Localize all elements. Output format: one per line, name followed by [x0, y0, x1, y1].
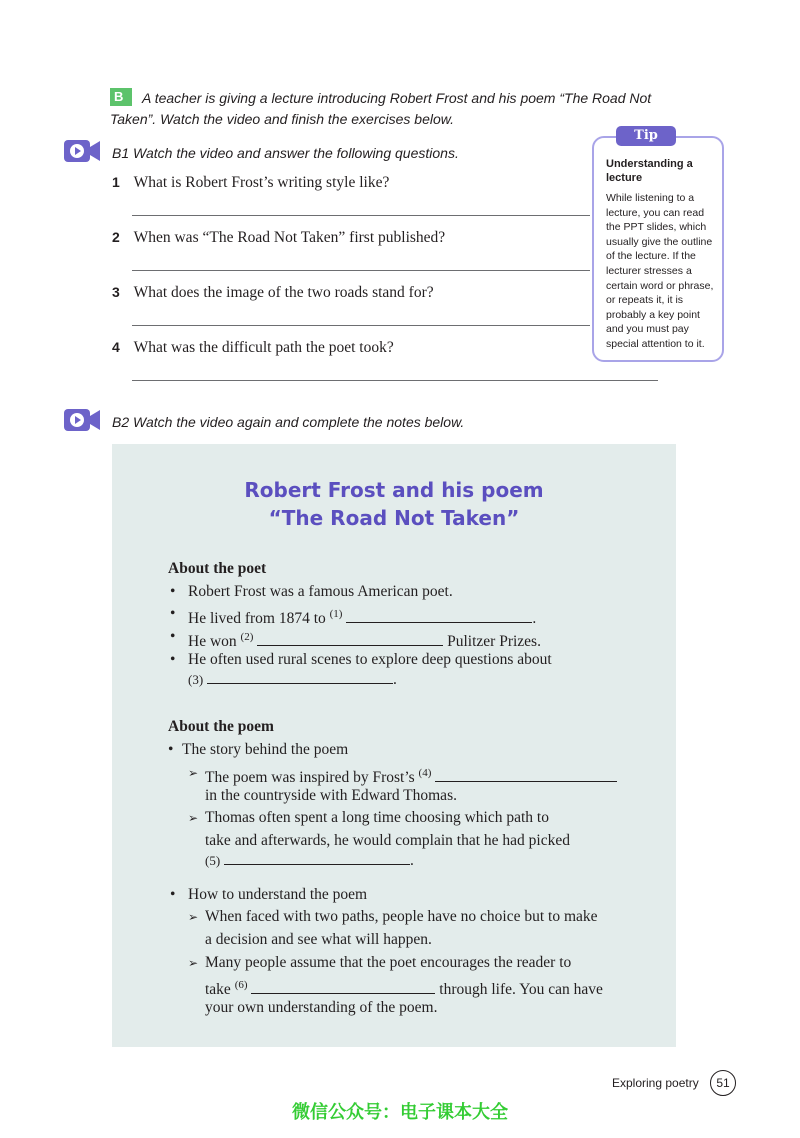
bullet-dot: •	[170, 886, 176, 903]
blank-4-label: (4)	[418, 767, 432, 779]
poet-bullet-2-text: He lived from 1874 to	[188, 610, 326, 628]
question-4-text: What was the difficult path the poet took?	[133, 339, 394, 356]
understand-sub-2: Many people assume that the poet encourages the reader to	[205, 954, 572, 971]
understand-sub-2-pre: take	[205, 981, 231, 999]
footer-section-title: Exploring poetry	[612, 1076, 699, 1090]
blank-6-label: (6)	[234, 979, 248, 991]
blank-1[interactable]	[346, 608, 532, 623]
watermark: 微信公众号：电子课本大全	[292, 1102, 508, 1123]
b1-instruction: B1 Watch the video and answer the following questions.	[112, 145, 459, 161]
arrow-icon: ➢	[188, 811, 199, 825]
blank-2[interactable]	[257, 631, 443, 646]
poet-bullet-1: Robert Frost was a famous American poet.	[188, 583, 453, 600]
notes-title-line2: “The Road Not Taken”	[268, 506, 520, 530]
story-sub-2: Thomas often spent a long time choosing which path to	[205, 809, 549, 826]
answer-line-2[interactable]	[132, 270, 590, 271]
b2-instruction: B2 Watch the video again and complete the notes below.	[112, 414, 465, 430]
poet-bullet-3-text: He won	[188, 633, 237, 651]
bullet-dot: •	[168, 741, 174, 758]
understand-sub-1: When faced with two paths, people have no choice but to make	[205, 908, 598, 925]
blank-3-label: (3)	[188, 672, 204, 687]
poet-bullet-4-line2: (3) .	[188, 671, 397, 688]
section-b-intro-line2: Taken”. Watch the video and finish the exercises below.	[110, 111, 454, 127]
video-camera-icon[interactable]	[64, 139, 100, 163]
bullet-dot: •	[170, 628, 176, 645]
answer-line-4[interactable]	[132, 380, 658, 381]
tip-title: Understanding a lecture	[606, 158, 693, 184]
poet-heading: About the poet	[168, 560, 267, 577]
arrow-icon: ➢	[188, 956, 199, 970]
answer-line-1[interactable]	[132, 215, 590, 216]
blank-2-label: (2)	[240, 631, 254, 643]
question-3-text: What does the image of the two roads stand for?	[133, 284, 434, 301]
poem-heading: About the poem	[168, 718, 274, 735]
answer-line-3[interactable]	[132, 325, 590, 326]
page-number: 51	[710, 1070, 736, 1096]
section-b-intro-line1: A teacher is giving a lecture introducing Robert Frost and his poem “The Road Not	[142, 90, 652, 106]
section-b-intro	[110, 88, 662, 130]
question-2-number: 2	[112, 229, 120, 245]
tip-body: While listening to a lecture, you can read the PPT slides, which usually give the outline of the lecture. If the lecturer stresses a certain word or phrase, or repeats it, it is probably a key point and you must pay special attention to it.	[606, 192, 714, 350]
video-camera-icon[interactable]	[64, 408, 100, 432]
poet-bullet-3-end: Pulitzer Prizes.	[447, 633, 541, 651]
question-4	[112, 339, 592, 357]
understand-heading: How to understand the poem	[188, 886, 368, 903]
understand-sub-2-line3: your own understanding of the poem.	[205, 999, 438, 1016]
blank-5[interactable]	[224, 850, 410, 865]
story-sub-1-line2: in the countryside with Edward Thomas.	[205, 787, 457, 804]
tip-label: Tip	[616, 126, 676, 146]
notes-title	[112, 476, 676, 532]
question-1-number: 1	[112, 174, 120, 190]
question-3	[112, 284, 592, 302]
bullet-dot: •	[170, 651, 176, 668]
story-heading: The story behind the poem	[182, 741, 349, 758]
understand-sub-2-post: through life. You can have	[439, 981, 603, 999]
poet-bullet-2: He lived from 1874 to $^{(1)}$ .	[188, 608, 537, 628]
blank-1-label: (1)	[329, 608, 343, 620]
question-2	[112, 229, 592, 247]
question-1-text: What is Robert Frost’s writing style like?	[133, 174, 390, 191]
blank-5-label: (5)	[205, 853, 221, 868]
story-sub-2-line3: (5) .	[205, 852, 414, 869]
notes-title-line1: Robert Frost and his poem	[244, 478, 544, 502]
question-2-text: When was “The Road Not Taken” first published?	[133, 229, 446, 246]
blank-4[interactable]	[435, 767, 617, 782]
question-1	[112, 174, 592, 192]
question-4-number: 4	[112, 339, 120, 355]
section-b-badge: B	[110, 88, 132, 106]
blank-3[interactable]	[207, 669, 393, 684]
question-3-number: 3	[112, 284, 120, 300]
arrow-icon: ➢	[188, 766, 199, 780]
bullet-dot: •	[170, 605, 176, 622]
poet-bullet-4: He often used rural scenes to explore deep questions about	[188, 651, 552, 668]
blank-6[interactable]	[251, 979, 435, 994]
story-sub-1-text: The poem was inspired by Frost’s	[205, 769, 415, 787]
arrow-icon: ➢	[188, 910, 199, 924]
understand-sub-1-line2: a decision and see what will happen.	[205, 931, 432, 948]
bullet-dot: •	[170, 583, 176, 600]
story-sub-2-line2: take and afterwards, he would complain that he had picked	[205, 832, 570, 849]
